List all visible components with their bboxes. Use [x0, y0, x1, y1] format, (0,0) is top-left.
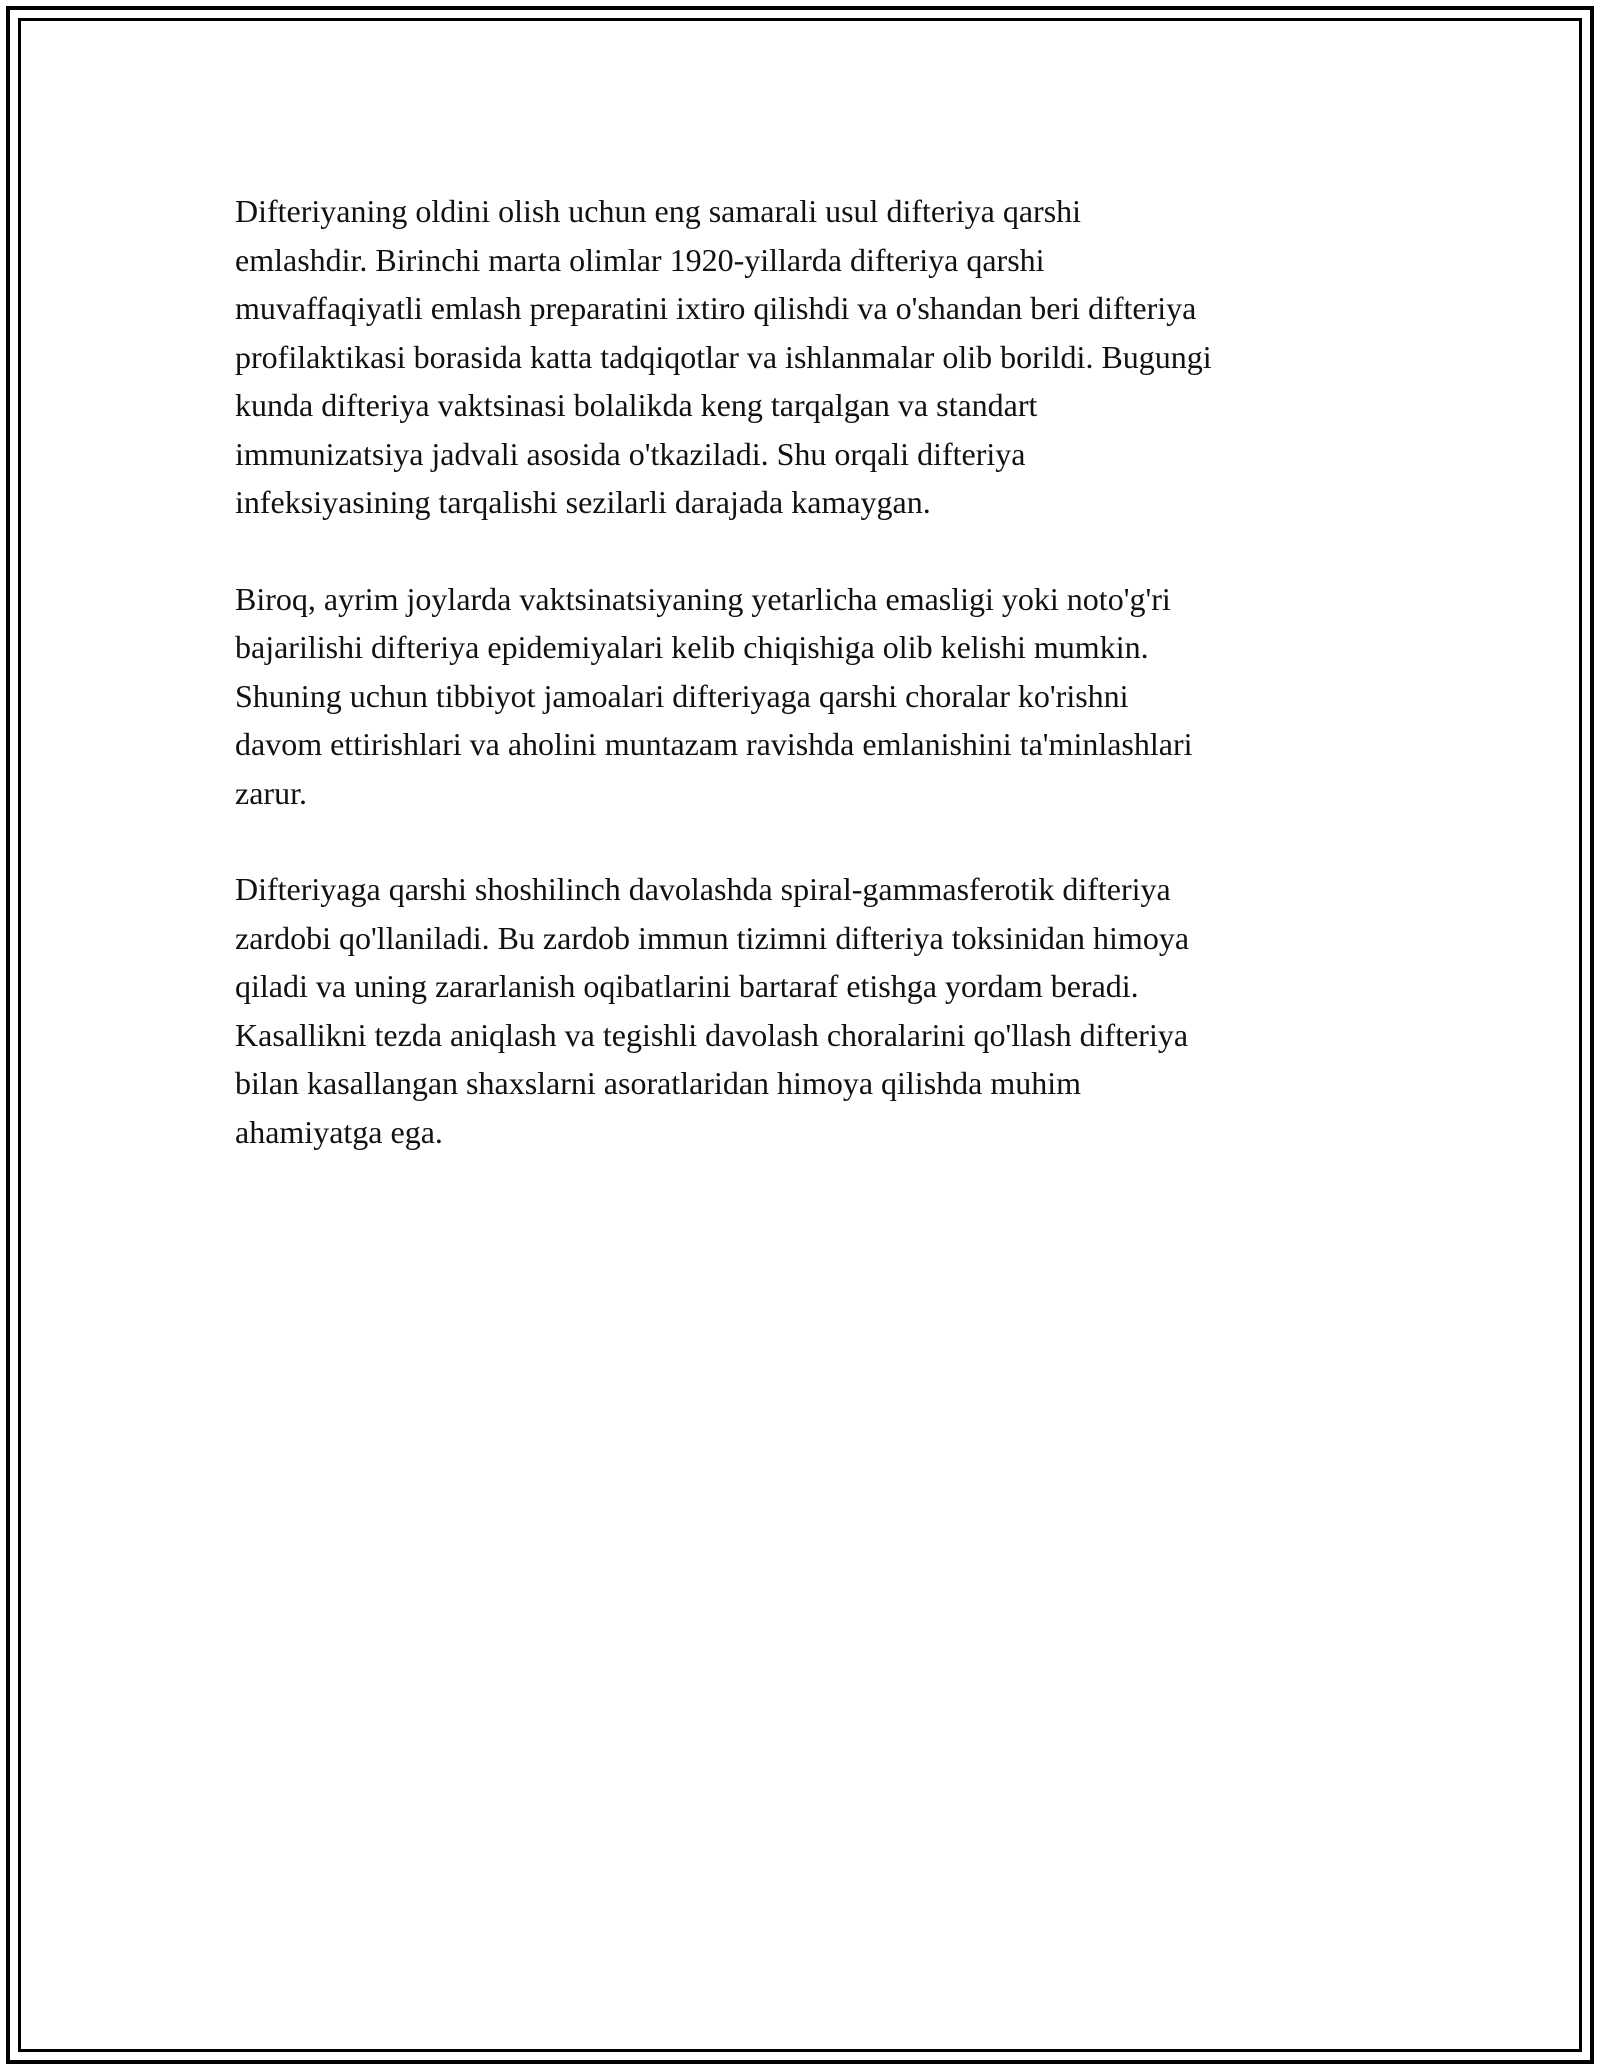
text-line: Difteriyaga qarshi shoshilinch davolashda spiral-gammasferotik difteriya — [235, 871, 1171, 907]
paragraph-3 — [235, 865, 1365, 1156]
text-line: zardobi qo'llaniladi. Bu zardob immun tizimni difteriya toksinidan himoya — [235, 919, 1190, 956]
text-line: kunda difteriya vaktsinasi bolalikda keng tarqalgan va standart — [235, 387, 1038, 423]
text-line: Biroq, ayrim joylarda vaktsinatsiyaning yetarlicha emasligi yoki noto'g'ri — [235, 580, 1171, 617]
text-line: immunizatsiya jadvali asosida o'tkaziladi. Shu orqali difteriya — [235, 435, 1026, 472]
document-body — [235, 187, 1365, 1204]
text-line: Difteriyaning oldini olish uchun eng samarali usul difteriya qarshi — [235, 193, 1082, 229]
text-line: ahamiyatga ega. — [235, 1113, 443, 1150]
text-line: profilaktikasi borasida katta tadqiqotlar va ishlanmalar olib borildi. Bugungi — [235, 338, 1212, 375]
text-line: muvaffaqiyatli emlash preparatini ixtiro qilishdi va o'shandan beri difteriya — [235, 290, 1197, 326]
text-line: bilan kasallangan shaxslarni asoratlaridan himoya qilishda muhim — [235, 1065, 1082, 1101]
text-line: emlashdir. Birinchi marta olimlar 1920-yillarda difteriya qarshi — [235, 241, 1045, 278]
text-line: infeksiyasining tarqalishi sezilarli darajada kamaygan. — [235, 484, 931, 520]
text-line: bajarilishi difteriya epidemiyalari kelib chiqishiga olib kelishi mumkin. — [235, 629, 1149, 665]
text-line: zarur. — [235, 774, 307, 811]
text-line: qiladi va uning zararlanish oqibatlarini bartaraf etishga yordam beradi. — [235, 968, 1139, 1004]
text-line: Shuning uchun tibbiyot jamoalari difteriyaga qarshi choralar ko'rishni — [235, 677, 1129, 714]
text-line: Kasallikni tezda aniqlash va tegishli davolash choralarini qo'llash difteriya — [235, 1016, 1189, 1053]
text-line: davom ettirishlari va aholini muntazam ravishda emlanishini ta'minlashlari — [235, 726, 1193, 762]
paragraph-1 — [235, 187, 1365, 527]
paragraph-2 — [235, 575, 1365, 818]
